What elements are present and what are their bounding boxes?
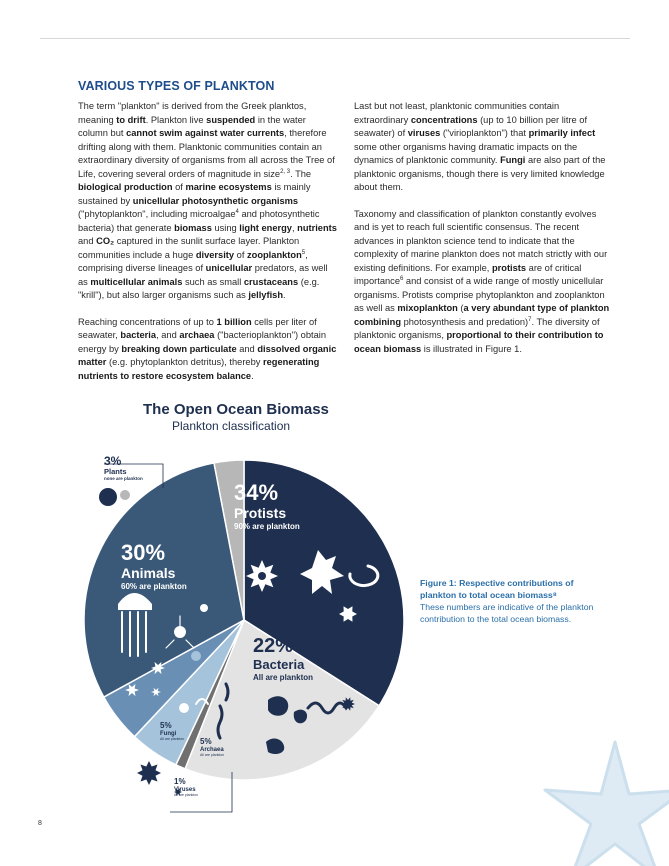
slice-percent: 5% <box>200 737 212 746</box>
bold-text: dissolved organic matter <box>78 343 337 367</box>
bold-text: crustaceans <box>243 276 299 287</box>
slice-note: 90% are plankton <box>234 522 300 531</box>
footnote-ref: 6 <box>400 275 404 282</box>
text-run: . The diversity of planktonic organisms, <box>354 316 600 340</box>
slice-percent: 1% <box>174 777 186 786</box>
fungi-spore-icon <box>179 703 189 713</box>
bold-text: regenerating nutrients to restore ecosystem balance <box>78 357 320 381</box>
bold-text: archaea <box>179 330 215 340</box>
slice-label-protists <box>234 482 300 531</box>
bold-text: biological production <box>78 182 173 192</box>
bold-text: marine ecosystems <box>185 182 272 192</box>
slice-name: Plants <box>104 467 127 476</box>
text-run: is illustrated in Figure 1. <box>421 343 522 354</box>
text-run: (up to 10 billion per litre of seawater) of <box>354 114 588 138</box>
text-run: ("phytoplankton", including microalgae <box>78 209 236 219</box>
slice-percent: 22% <box>253 635 294 657</box>
text-run: ("virioplankton") that <box>440 128 529 138</box>
text-run: (e.g. phytoplankton detritus), thereby <box>106 357 264 367</box>
text-run: using <box>211 222 240 233</box>
copepod-icon <box>174 626 186 638</box>
footnote-ref: 5 <box>301 249 306 256</box>
slice-note: All are plankton <box>174 793 199 797</box>
bold-text: jellyfish <box>248 290 284 300</box>
text-run: ( <box>457 303 464 313</box>
caption-body: These numbers are indicative of the plankton contribution to the total ocean biomass. <box>420 602 594 624</box>
bold-text: to drift <box>116 114 146 125</box>
larva-icon <box>191 651 201 661</box>
bold-text: zooplankton <box>247 249 302 260</box>
bold-text: a very abundant type of plankton combining <box>354 303 610 327</box>
plant-cell-icon <box>120 490 130 500</box>
text-run: . The <box>290 168 312 179</box>
text-run: captured in the sunlit surface layer. Plankton communities include a huge <box>78 236 300 260</box>
bold-text: bacteria <box>120 330 157 340</box>
slice-percent: 5% <box>160 721 172 730</box>
chart-title: The Open Ocean Biomass <box>143 401 329 418</box>
text-run: Taxonomy and classification of plankton constantly evolves and is yet to reach full scientific consensus. The recent advances in plankton science tend to indicate that the complexity of marine plankton does not match strictly with our existing definitions. For example, <box>354 208 608 273</box>
slice-percent: 30% <box>121 540 166 565</box>
slice-note: All are plankton <box>200 753 225 757</box>
bold-text: CO₂ <box>96 236 115 246</box>
text-run: . <box>283 290 286 300</box>
radiolarian-center-icon <box>258 572 266 580</box>
figure-caption <box>420 577 610 625</box>
bold-text: Fungi <box>500 155 526 165</box>
text-run: Last but not least, planktonic communities contain extraordinary <box>354 101 560 125</box>
slice-note: All are plankton <box>253 673 314 682</box>
text-run: The term "plankton" is derived from the Greek planktos, meaning <box>78 101 307 125</box>
slice-name: Protists <box>234 505 287 521</box>
slice-name: Animals <box>121 565 176 581</box>
text-run: some other organisms having dramatic impacts on the dynamics of planktonic community. <box>354 141 578 165</box>
slice-name: Fungi <box>160 731 177 737</box>
starfish-watermark-icon <box>545 742 669 866</box>
bold-text: multicellular animals <box>90 276 183 287</box>
text-run: in the water column but <box>78 114 306 138</box>
text-run: of <box>172 182 186 192</box>
slice-label-fungi <box>160 722 184 742</box>
bold-text: nutrients <box>297 222 337 233</box>
caption-title: Figure 1: Respective contributions of plankton to total ocean biomass⁸ <box>420 578 574 600</box>
slice-name: Archaea <box>200 747 224 753</box>
slice-note: 60% are plankton <box>121 582 187 591</box>
text-run: Reaching concentrations of up to <box>78 316 217 327</box>
bold-text: primarily infect <box>528 128 596 138</box>
bold-text: unicellular <box>205 263 253 273</box>
slice-label-viruses <box>174 778 198 798</box>
text-run: , <box>291 222 298 233</box>
section-title: VARIOUS TYPES OF PLANKTON <box>78 79 275 93</box>
slice-note: none are plankton <box>104 475 143 481</box>
text-run: are also part of the planktonic organisms, though there is very limited knowledge about them. <box>354 155 606 192</box>
slice-percent: 34% <box>234 480 279 505</box>
text-run: ("bacterioplankton") obtain energy by <box>78 330 326 354</box>
slice-label-bacteria <box>253 636 313 682</box>
bold-text: cannot swim against water currents <box>126 128 285 138</box>
bold-text: proportional to their contribution to ocean biomass <box>354 330 604 354</box>
text-run: photosynthesis and predation) <box>401 316 529 327</box>
text-run: . <box>251 370 254 381</box>
bold-text: light energy <box>239 222 292 233</box>
text-run: is mainly sustained by <box>78 182 311 206</box>
slice-label-archaea <box>200 738 224 758</box>
decoration-layer <box>545 742 669 866</box>
footnote-ref: 2, 3 <box>280 168 291 175</box>
bacillus-icon <box>268 696 288 715</box>
bold-text: protists <box>491 262 527 273</box>
text-run: and <box>236 343 258 354</box>
slice-name: Bacteria <box>253 657 305 672</box>
text-run: , therefore drifting along with them. Planktonic communities contain an extraordinary diversity of organisms from all across the Tree of Life, covering several orders of magnitude in size <box>78 128 335 179</box>
text-run: of <box>234 249 247 260</box>
bold-text: breaking down particulate <box>121 343 237 354</box>
slice-name: Viruses <box>174 787 196 793</box>
bold-text: unicellular photosynthetic organisms <box>132 195 299 206</box>
krill-icon <box>200 604 208 612</box>
bold-text: diversity <box>195 249 235 260</box>
bold-text: concentrations <box>410 114 478 125</box>
slice-label-animals <box>121 542 187 591</box>
text-run: such as small <box>182 276 244 287</box>
text-run: are of critical importance <box>354 262 582 286</box>
footnote-ref: 4 <box>235 208 239 215</box>
slice-percent: 3% <box>104 454 122 468</box>
virus-icon <box>137 761 161 785</box>
text-run: cells per liter of seawater, <box>78 316 317 340</box>
page-number: 8 <box>38 820 42 827</box>
text-run: and photosynthetic bacteria) that generate <box>78 209 320 233</box>
slice-label-plants <box>104 455 143 481</box>
text-run: , and <box>156 330 180 340</box>
slice-note: All are plankton <box>160 737 185 741</box>
bold-text: biomass <box>174 222 212 233</box>
text-run: predators, as well as <box>78 263 328 287</box>
text-run: and consist of a wide range of mostly unicellular organisms. Protists comprise phytoplankton and zooplankton as well as <box>354 276 605 313</box>
text-run: (e.g. "krill"), but also larger organisms such as <box>78 276 320 300</box>
text-run: . Plankton live <box>145 114 207 125</box>
plant-icon <box>99 488 117 506</box>
chart-subtitle: Plankton classification <box>172 419 291 433</box>
text-run: , comprising diverse lineages of <box>78 249 308 273</box>
bold-text: viruses <box>407 128 441 138</box>
bold-text: suspended <box>206 114 256 125</box>
bold-text: mixoplankton <box>397 303 458 313</box>
bold-text: 1 billion <box>216 316 252 327</box>
text-run: and <box>78 236 97 246</box>
footnote-ref: 7 <box>528 316 532 323</box>
